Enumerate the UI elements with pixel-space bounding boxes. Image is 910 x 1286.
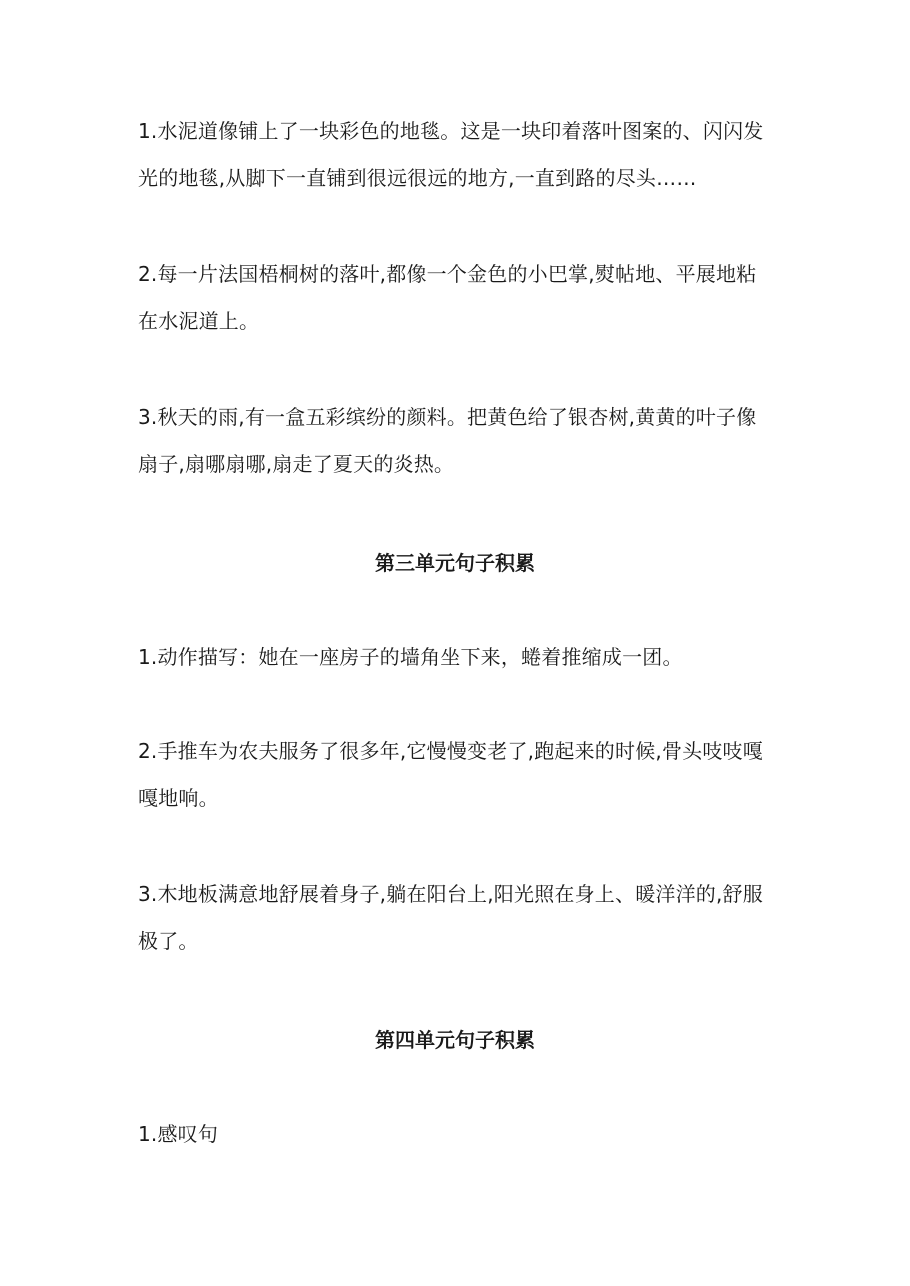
paragraph-action-description: 1.动作描写：她在一座房子的墙角坐下来，蜷着推缩成一团。 bbox=[138, 645, 683, 669]
paragraph-autumn-rain: 3.秋天的雨,有一盒五彩缤纷的颜料。把黄色给了银杏树,黄黄的叶子像扇子,扇哪扇哪,扇走了夏天的炎热。 bbox=[138, 405, 757, 476]
section-heading-unit-4: 第四单元句子积累 bbox=[375, 1028, 535, 1052]
paragraph-exclamatory-sentence: 1.感叹句 bbox=[138, 1122, 219, 1146]
paragraph-plane-tree-leaves: 2.每一片法国梧桐树的落叶,都像一个金色的小巴掌,熨帖地、平展地粘在水泥道上。 bbox=[138, 262, 757, 333]
paragraph-wooden-floor: 3.木地板满意地舒展着身子,躺在阳台上,阳光照在身上、暖洋洋的,舒服极了。 bbox=[138, 882, 763, 953]
paragraph-wheelbarrow: 2.手推车为农夫服务了很多年,它慢慢变老了,跑起来的时候,骨头吱吱嘎嘎地响。 bbox=[138, 739, 763, 810]
section-heading-unit-3: 第三单元句子积累 bbox=[375, 551, 535, 575]
paragraph-cement-road: 1.水泥道像铺上了一块彩色的地毯。这是一块印着落叶图案的、闪闪发光的地毯,从脚下一直铺到很远很远的地方,一直到路的尽头…… bbox=[138, 119, 764, 190]
